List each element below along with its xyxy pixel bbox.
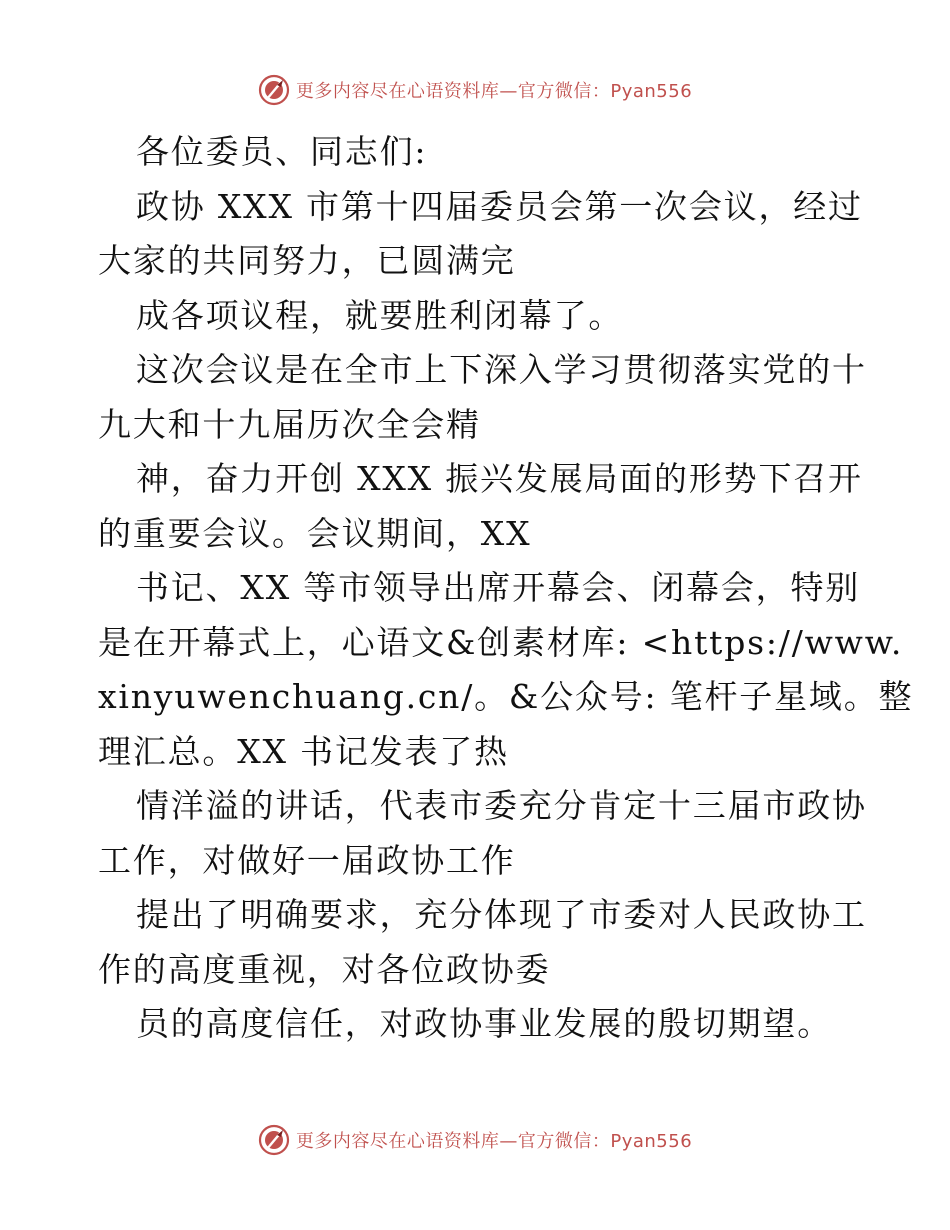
text-line: 作的高度重视，对各位政协委 bbox=[98, 949, 551, 989]
text-line: 书记、XX 等市领导出席开幕会、闭幕会，特别 bbox=[136, 568, 861, 607]
text-line: 情洋溢的讲话，代表市委充分肯定十三届市政协 bbox=[136, 786, 867, 825]
text-line: 这次会议是在全市上下深入学习贯彻落实党的十 bbox=[136, 350, 867, 389]
text-line: xinyuwenchuang.cn/。&公众号: 笔杆子星域。整 bbox=[98, 677, 914, 716]
text-line: 员的高度信任，对政协事业发展的殷切期望。 bbox=[136, 1004, 832, 1043]
text-line: 提出了明确要求，充分体现了市委对人民政协工 bbox=[136, 895, 867, 934]
header-banner-text: 更多内容尽在心语资料库—官方微信：Pyan556 bbox=[295, 81, 693, 102]
text-line: 是在开幕式上，心语文&创素材库: <https://www. bbox=[98, 622, 904, 662]
text-line: 政协 XXX 市第十四届委员会第一次会议，经过 bbox=[136, 186, 863, 226]
text-line: 的重要会议。会议期间，XX bbox=[98, 513, 532, 553]
header-banner bbox=[0, 70, 950, 110]
quill-logo-icon bbox=[258, 1124, 290, 1156]
text-line: 大家的共同努力，已圆满完 bbox=[98, 241, 516, 280]
text-line: 九大和十九届历次全会精 bbox=[98, 404, 481, 444]
text-line: 神，奋力开创 XXX 振兴发展局面的形势下召开 bbox=[136, 459, 863, 498]
text-line: 各位委员、同志们: bbox=[136, 132, 428, 171]
text-line: 工作，对做好一届政协工作 bbox=[98, 840, 516, 880]
footer-banner bbox=[0, 1120, 950, 1160]
text-line: 成各项议程，就要胜利闭幕了。 bbox=[136, 295, 624, 335]
footer-banner-text: 更多内容尽在心语资料库—官方微信：Pyan556 bbox=[295, 1131, 693, 1152]
text-line: 理汇总。XX 书记发表了热 bbox=[98, 731, 509, 771]
document-body bbox=[98, 125, 914, 1052]
quill-logo-icon bbox=[258, 74, 290, 106]
